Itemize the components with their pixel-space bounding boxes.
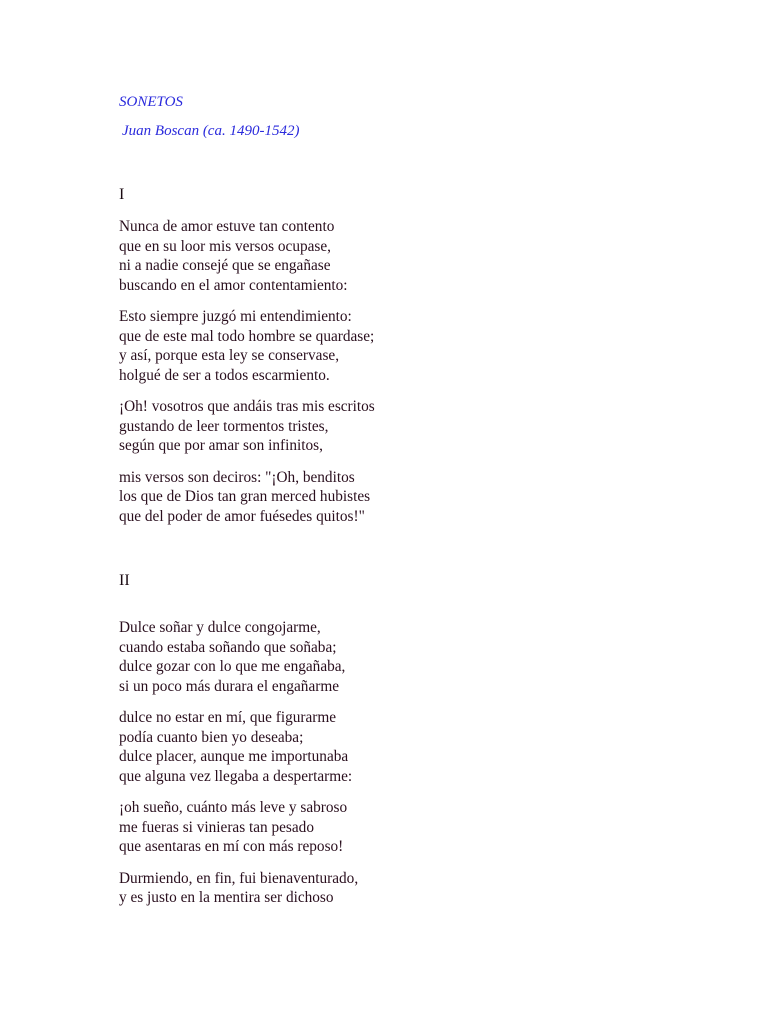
stanza [119, 618, 719, 696]
verse-line: que del poder de amor fuésedes quitos!" [119, 507, 365, 525]
verse-line: dulce placer, aunque me importunaba [119, 748, 349, 765]
verse-line: que alguna vez llegaba a despertarme: [119, 767, 353, 785]
verse-line: si un poco más durara el engañarme [119, 677, 340, 695]
document-title: SONETOS [119, 94, 183, 110]
stanza [119, 869, 719, 908]
verse-line: según que por amar son infinitos, [119, 437, 323, 454]
verse-line: cuando estaba soñando que soñaba; [119, 638, 337, 656]
stanza [119, 307, 719, 385]
document-page [119, 92, 719, 908]
stanza [119, 397, 719, 456]
sonnet-numeral: II [119, 572, 130, 589]
verse-line: Dulce soñar y dulce congojarme, [119, 619, 321, 636]
verse-line: mis versos son deciros: "¡Oh, benditos [119, 468, 355, 486]
verse-line: que asentaras en mí con más reposo! [119, 838, 344, 855]
stanza [119, 708, 719, 786]
verse-line: ¡oh sueño, cuánto más leve y sabroso [119, 799, 348, 816]
verse-line: Esto siempre juzgó mi entendimiento: [119, 308, 352, 325]
sonnet-numeral: I [119, 186, 125, 203]
verse-line: y es justo en la mentira ser dichoso [119, 889, 334, 906]
verse-line: Nunca de amor estuve tan contento [119, 218, 335, 235]
verse-line: que de este mal todo hombre se quardase; [119, 327, 375, 345]
author-line: Juan Boscan (ca. 1490-1542) [122, 123, 300, 139]
verse-line: holgué de ser a todos escarmiento. [119, 366, 330, 384]
verse-line: buscando en el amor contentamiento: [119, 276, 348, 294]
verse-line: los que de Dios tan gran merced hubistes [119, 488, 371, 505]
verse-line: ni a nadie consejé que se engañase [119, 257, 331, 274]
stanza [119, 217, 719, 295]
verse-line: Durmiendo, en fin, fui bienaventurado, [119, 869, 359, 887]
verse-line: me fueras si vinieras tan pesado [119, 818, 314, 836]
verse-line: dulce gozar con lo que me engañaba, [119, 658, 346, 675]
verse-line: podía cuanto bien yo deseaba; [119, 728, 304, 746]
verse-line: dulce no estar en mí, que figurarme [119, 709, 337, 726]
verse-line: gustando de leer tormentos tristes, [119, 417, 329, 435]
verse-line: y así, porque esta ley se conservase, [119, 347, 340, 364]
verse-line: ¡Oh! vosotros que andáis tras mis escritos [119, 398, 375, 415]
stanza [119, 798, 719, 857]
verse-line: que en su loor mis versos ocupase, [119, 237, 331, 255]
stanza [119, 468, 719, 527]
